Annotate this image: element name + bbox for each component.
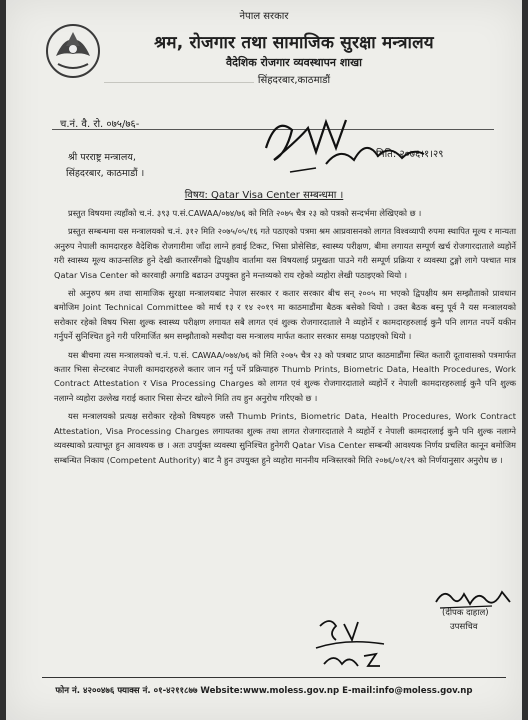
handwritten-initials-top: [256, 108, 436, 182]
footer-contact: फोन नं. ४२००४७६ फ्याक्स नं. ०१-४२११८७७ Website:www.moless.gov.np E-mail:info@moless.gov.np: [55, 686, 473, 696]
faint-stamp: [104, 82, 254, 109]
body-paragraph-3: सो अनुरुप श्रम तथा सामाजिक सुरक्षा मन्त्रालयबाट नेपाल सरकार र कतार सरकार बीच सन् २००५ मा भएको द्विपक्षीय श्रम सम्झौताको प्रावधान बमोजिम Joint Technical Committee को मार्च १३ र १४ २०१९ मा काठमाडौंमा बैठक बसेको थियो । उक्त बैठक बस्नु पूर्व नै यस मन्त्रालयको सरोकार रहेको विषय भिसा शुल्क स्वास्थ्य परीक्षण लगायत सबै लागत एवं शुल्क रोजगारदाताले नै व्यहोर्ने र कामदारहरुलाई कुनै पनि लागत नपर्ने यकीन गर्नुपर्ने सुनिश्चित हुने गरी परिमार्जित श्रम सम्झौताको मस्यौदा यस मन्त्रालय मार्फत कतार सरकार समक्ष पठाइएको थियो ।: [54, 288, 516, 342]
letter-date: मिति: २०७६।१।२९: [376, 149, 444, 160]
signature-block: [442, 606, 489, 634]
subject-line: विषय: Qatar Visa Center सम्बन्धमा ।: [184, 190, 344, 201]
body-paragraph-5: यस मन्त्रालयको प्रत्यक्ष सरोकार रहेको विषयहरु जस्तै Thumb Prints, Biometric Data, Health Procedures, Work Contract Attestation, Visa Processing Charges लगायतका शुल्क तथा लागत रोजगारदाताले नै व्यहोर्ने र नेपाली कामदारलाई कुनै पनि शुल्क नलाग्ने व्यवस्थाको प्रत्याभूत हुन आवश्यक छ । अतः उपर्युक्त व्यवस्था सुनिश्चित हुनेगरी Qatar Visa Center सम्बन्धी आवश्यक निर्णय प्रचलित कानून बमोजिम सम्बन्धित निकाय (Competent Authority) बाट नै हुन उपयुक्त हुने व्यहोरा माननीय मन्त्रिस्तरको मिति २०७६/०१/२९ को निर्णयानुसार अनुरोध छ ।: [54, 411, 516, 465]
signatory-name: (दीपक दाहाल): [442, 608, 489, 618]
reference-number: च.नं. वै. रो. ०७५/७६-: [60, 119, 140, 130]
government-name: नेपाल सरकार: [239, 11, 289, 22]
section-name: वैदेशिक रोजगार व्यवस्थापन शाखा: [226, 56, 362, 69]
footer-divider: [42, 677, 506, 678]
body-paragraph-1: प्रस्तुत विषयमा त्यहाँको च.नं. ३९३ प.सं.CAWAA/०७४/७६ को मिति २०७५ चैत्र २३ को पत्रको सन्दर्भमा लेखिएको छ ।: [68, 208, 422, 218]
ministry-name: श्रम, रोजगार तथा सामाजिक सुरक्षा मन्त्रालय: [154, 33, 434, 53]
letter-page: [6, 0, 522, 720]
body-paragraph-4: यस बीचमा त्यस मन्त्रालयको च.नं. प.सं. CAWAA/०७४/७६ को मिति २०७५ चैत्र २३ को पत्रबाट प्राप्त काठमाडौंमा स्थित कतारी दूतावासको पत्रमार्फत कतार भिसा सेन्टरबाट नेपाली कामदारहरुले कतार जान गर्नु पर्ने प्रक्रियाहरु Thumb Prints, Biometric Data, Health Procedures, Work Contract Attestation र Visa Processing Charges को लागत एवं शुल्क रोजगारदाताले व्यहोर्ने र नेपाली कामदारहरुलाई कुनै पनि शुल्क नलाग्ने व्यहोरा उल्लेख गराई कतार भिसा सेन्टर खोल्ने मिति तय हुन अनुरोध गरिएको छ ।: [54, 349, 516, 403]
recipient-address: सिंहदरबार, काठमाडौं ।: [66, 168, 145, 179]
body-paragraph-2: प्रस्तुत सम्बन्धमा यस मन्त्रालयको च.नं. ३१२ मिति २०७५/०५/१६ गते पठाएको पत्रमा श्रम आप्रवासनको लागत विश्वव्यापी रुपमा स्थापित मूल्य र मान्यता अनुरुप नेपाली कामदारहरु वैदेशिक रोजगारीमा जाँदा लाग्ने हवाई टिकट, भिसा प्रोसेसिङ, स्वास्थ्य परीक्षण, बीमा लगायत सम्पूर्ण खर्च रोजगारदाताले व्यहोर्ने गरी स्वास्थ्य मूल्य काउन्सलिङ हुने देखी कतारसँगको द्विपक्षीय वार्तामा यस विषयलाई प्रमुखता पाउने गरी सम्पूर्ण प्रक्रिया र व्यवस्था टुङ्गो लागे पश्चात मात्र Qatar Visa Center को कारवाही अगाडि बढाउन उपयुक्त हुने मन्तव्यको राय रहेको व्यहोरा लेखी पठाइएको थियो ।: [54, 226, 516, 280]
signatory-title: उपसचिव: [450, 622, 478, 632]
office-address: सिंहदरबार,काठमाडौं: [257, 75, 331, 86]
recipient-name: श्री परराष्ट्र मन्त्रालय,: [68, 152, 136, 163]
letter-body: [54, 206, 516, 471]
handwritten-note-bottom: [306, 612, 402, 674]
